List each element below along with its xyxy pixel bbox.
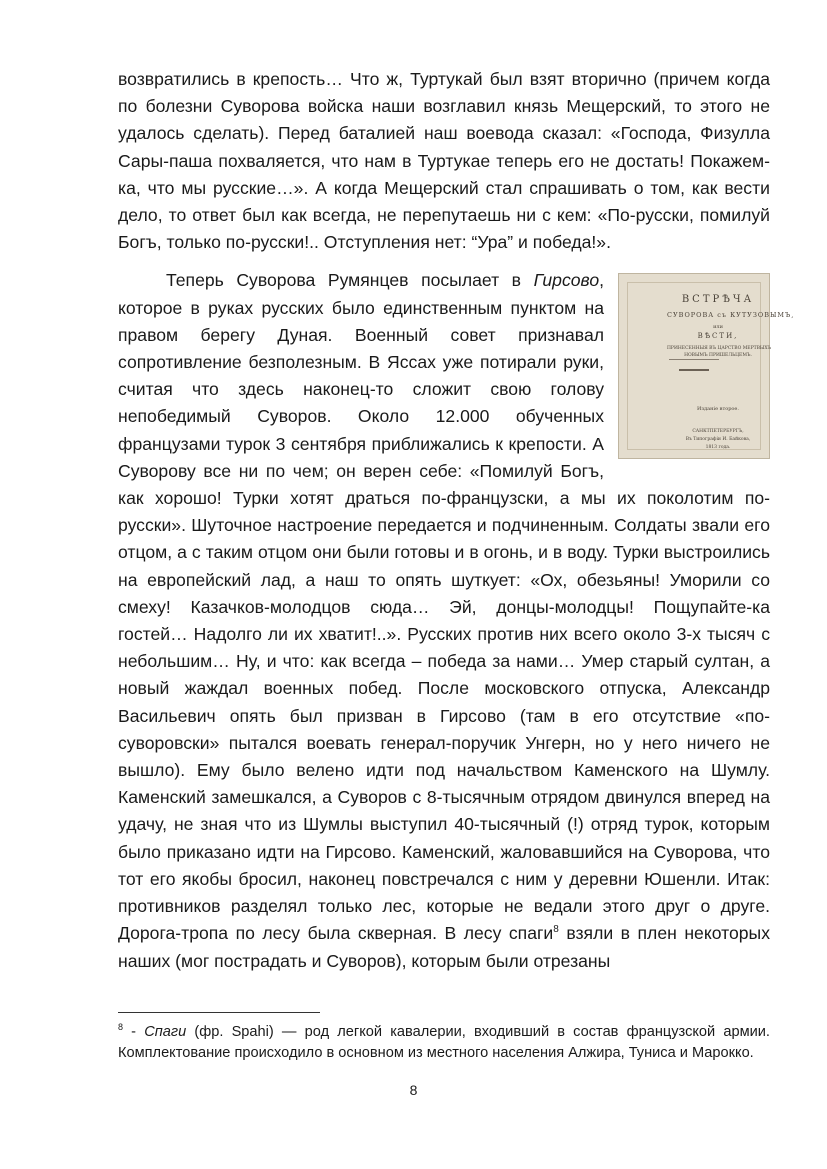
cover-imprint-1: САНКТПЕТЕРБУРГЪ, <box>692 429 744 435</box>
paragraph-2 <box>118 267 795 974</box>
paragraph-2-start: Теперь Суворова Румянцев посылает в <box>166 270 534 291</box>
page-body <box>118 66 795 975</box>
cover-line-6: НОВЫМЪ ПРИШЕЛЬЦЕМЪ. <box>684 353 752 359</box>
footnote-number: 8 <box>118 1022 124 1033</box>
paragraph-2-continuation: , которое в руках русских было единственным пунктом на правом берегу Дуная. Военный совет признавал сопротивление безполезным. В Яссах уже потирали руки, считая что здесь наконец-то сложит свою голову непобедимый Суворов. Около 12.000 обученных французами турок 3 сентября приближались к крепости. А Суворову все ни по чем; он верен себе: «Помилуй Богъ, как хорошо! Турки хотят драться по-французски, а мы их поколотим по-русски». Шуточное настроение передается и подчиненным. Солдаты звали его отцом, а с таким отцом они были готовы и в огонь, и в воду. Турки выстроились на европейский лад, а наш то опять шуткует: «Ох, обезьяны! Уморили со смеху! Казачков-молодцов сюда… Эй, донцы-молодцы! Пощупайте-ка гостей… Надолго ли их хватит!..». Русских против них всего около 3-х тысяч с небольшим… Ну, и что: как всегда – победа за нами… Умер старый султан, а новый жаждал военных побед. После московского отпуска, Александр Васильевич опять был призван в Гирсово (там в его отсутствие «по-суворовски» пытался воевать генерал-поручик Унгерн, но у него ничего не вышло). Ему было велено идти под начальством Каменского на Шумлу. Каменский замешкался, а Суворов с 8-тысячным отрядом двинулся вперед на удачу, не зная что из Шумлы выступил 40-тысячный (!) отряд турок, которым было приказано идти на Гирсово. Каменский, жаловавшийся на Суворова, что тот его якобы бросил, наконец повстречался с ним у деревни Юшенли. Итак: противников разделял только лес, которые не ведали этого друг о друге. Дорога-тропа по лесу была скверная. В лесу спаги <box>118 270 770 944</box>
paragraph-1: возвратились в крепость… Что ж, Туртукай был взят вторично (причем когда по болезни Суворова войска наши возглавил князь Мещерский, то этого не удалось сделать). Перед баталией наш воевода сказал: «Господа, Физулла Сары-паша похваляется, что нам в Туртукае теперь его не достать! Покажем-ка, что мы русские…». А когда Мещерский стал спрашивать о том, как вести дело, то ответ был как всегда, не перепутаешь ни с кем: «По-русски, помилуй Богъ, только по-русски!.. Отступления нет: “Ура” и победа!». <box>118 69 770 253</box>
cover-title: ВСТРѢЧА <box>681 294 755 306</box>
paragraph-2-lead <box>118 270 795 944</box>
footnote-text: (фр. Spahi) — род легкой кавалерии, входивший в состав французской армии. Комплектование происходило в основном из местного населения Алжира, Туниса и Марокко. <box>118 1024 770 1061</box>
footnote-reference[interactable]: 8 <box>553 924 559 936</box>
footnote: $^8$ - Спаги (фр. Spahi) — род легкой кавалерии, входивший в состав французской армии. Комплектование происходило в основном из местного населения Алжира, Туниса и Марокко. <box>118 1022 770 1061</box>
cover-subtitle: СУВОРОВА съ КУТУЗОВЫМЪ, <box>667 311 795 320</box>
cover-ornament-line <box>669 359 719 360</box>
footnote-separator <box>118 1012 320 1013</box>
page-number: 8 <box>409 1082 418 1098</box>
book-cover-image <box>618 273 795 459</box>
cover-edition: Изданіе второе. <box>697 406 739 413</box>
cover-line-4: ВѢСТИ, <box>697 332 739 341</box>
cover-imprint-2: Въ Типографіи И. Байкова, <box>685 437 751 443</box>
cover-ornament <box>679 369 709 371</box>
place-name-girsovo: Гирсово <box>533 270 600 291</box>
cover-line-5: ПРИНЕСЕННЫЯ ВЪ ЦАРСТВО МЕРТВЫХЪ <box>667 346 772 352</box>
footnote-term: Спаги <box>144 1024 187 1040</box>
cover-imprint-3: 1813 года. <box>705 445 731 451</box>
cover-line-3: или <box>713 324 723 331</box>
paragraph-2-end: взяли в плен некоторых наших (мог пострадать и Суворов), которым были отрезаны <box>118 923 770 971</box>
